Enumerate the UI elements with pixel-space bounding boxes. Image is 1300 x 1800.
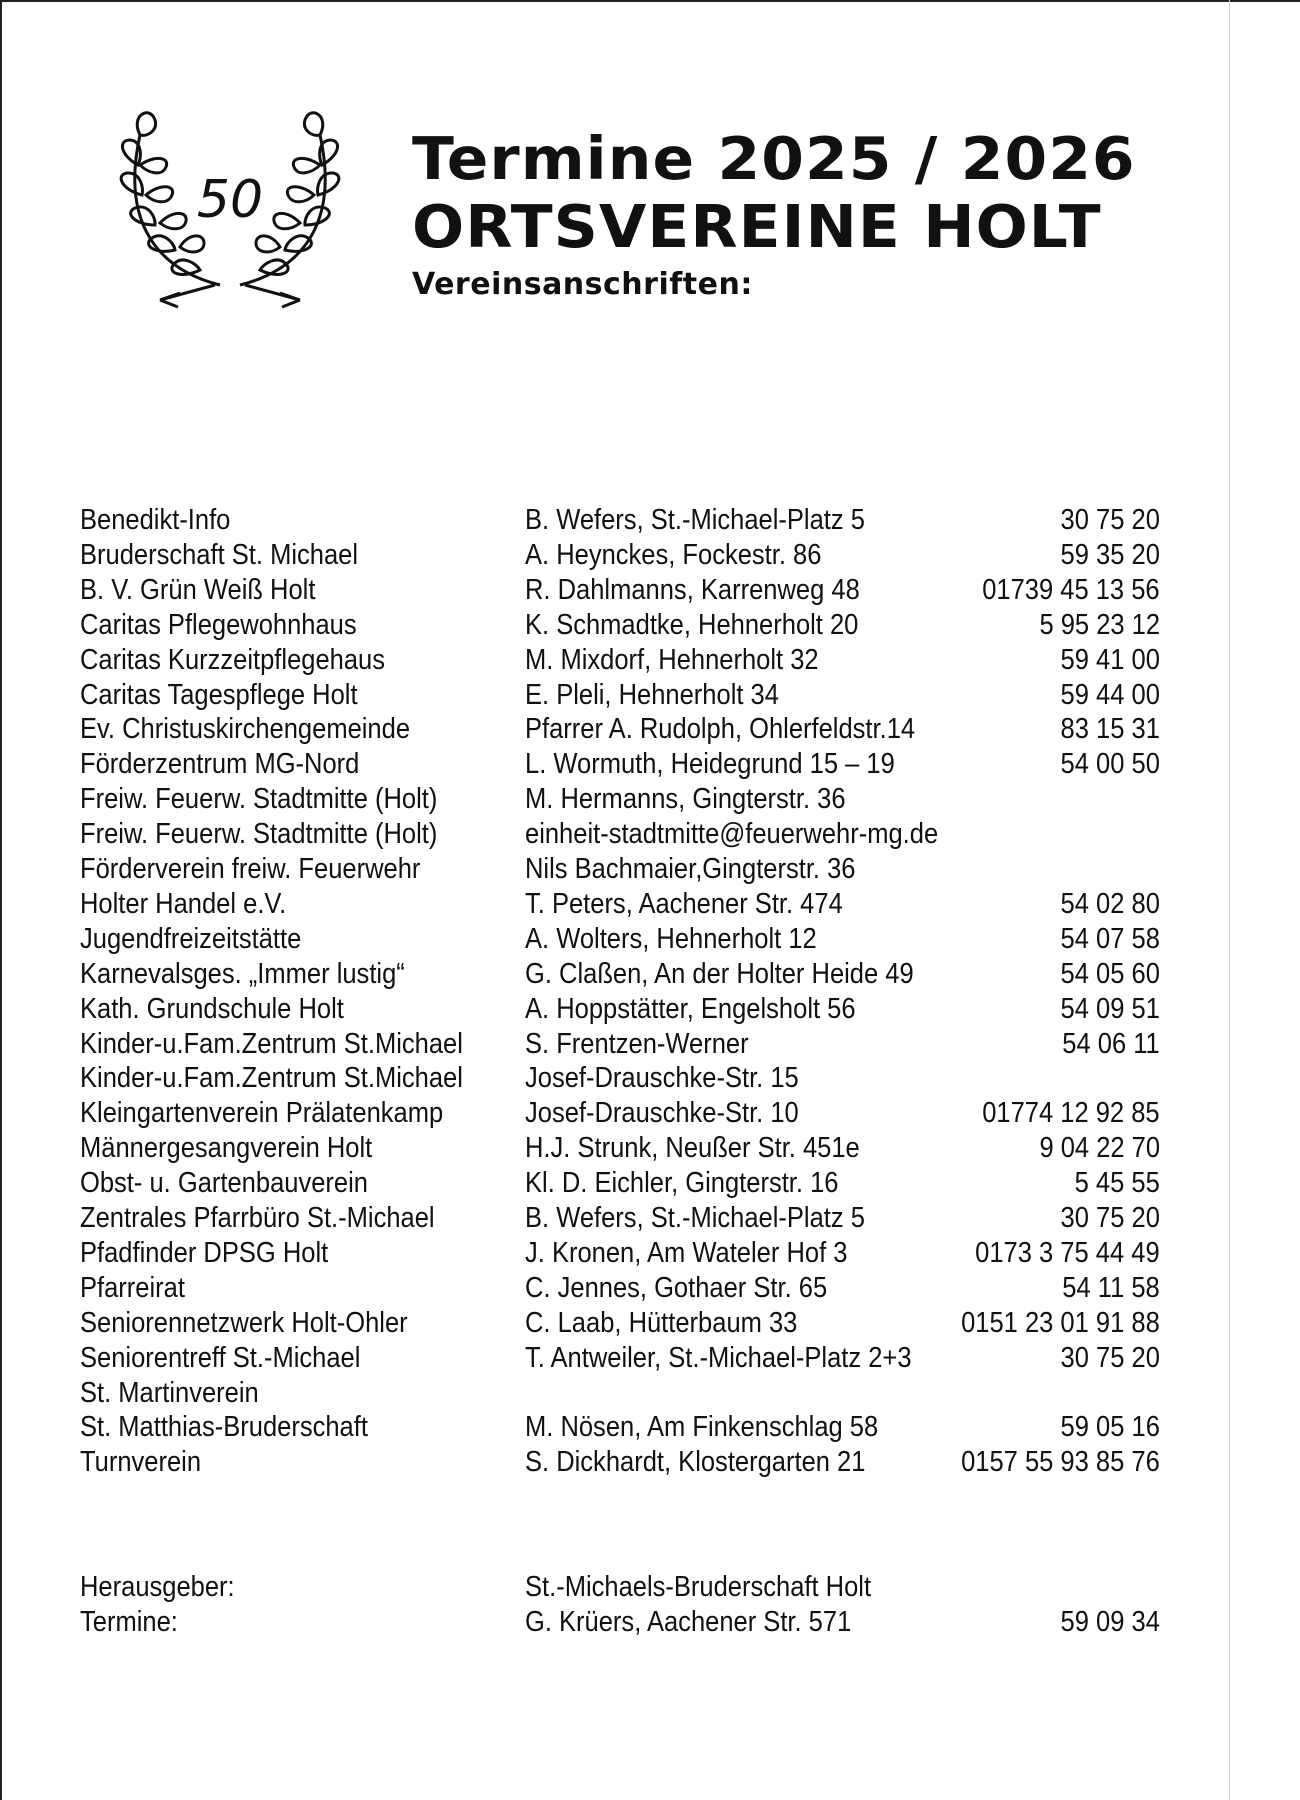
directory-row — [0, 817, 1300, 852]
contact-address: M. Nösen, Am Finkenschlag 58 — [525, 1411, 879, 1444]
organization-name: Kath. Grundschule Holt — [80, 992, 344, 1025]
phone-number: 59 05 16 — [1060, 1411, 1160, 1444]
directory-row — [0, 1376, 1300, 1411]
contact-address: G. Krüers, Aachener Str. 571 — [525, 1606, 852, 1638]
organization-name: Holter Handel e.V. — [80, 887, 287, 920]
phone-number: 9 04 22 70 — [1039, 1132, 1160, 1165]
phone-number: 59 41 00 — [1060, 643, 1160, 676]
directory-row — [0, 1341, 1300, 1376]
organization-name: Förderverein freiw. Feuerwehr — [80, 853, 421, 885]
phone-number: 59 35 20 — [1060, 538, 1160, 571]
phone-number: 59 09 34 — [1060, 1606, 1160, 1638]
organization-name: Pfarreirat — [80, 1271, 185, 1304]
directory-row — [0, 887, 1300, 922]
contact-address: C. Laab, Hütterbaum 33 — [525, 1306, 798, 1339]
organization-name: Kinder-u.Fam.Zentrum St.Michael — [80, 1062, 463, 1095]
phone-number: 59 44 00 — [1060, 678, 1160, 711]
contact-address: S. Dickhardt, Klostergarten 21 — [525, 1446, 866, 1479]
organization-name: Caritas Pflegewohnhaus — [80, 608, 357, 641]
directory-row — [0, 782, 1300, 817]
page-title-line-1: Termine 2025 / 2026 — [412, 124, 1136, 193]
directory-row — [0, 1445, 1300, 1480]
directory-row — [0, 678, 1300, 713]
contact-address: Nils Bachmaier,Gingterstr. 36 — [525, 853, 856, 885]
contact-address: B. Wefers, St.-Michael-Platz 5 — [525, 504, 865, 536]
phone-number: 01774 12 92 85 — [982, 1097, 1160, 1130]
organization-name: Caritas Tagespflege Holt — [80, 678, 358, 711]
contact-address: Kl. D. Eichler, Gingterstr. 16 — [525, 1167, 839, 1200]
phone-number: 54 00 50 — [1060, 748, 1160, 781]
organization-name: St. Matthias-Bruderschaft — [80, 1411, 368, 1444]
phone-number: 54 07 58 — [1060, 922, 1160, 955]
contact-address: St.-Michaels-Bruderschaft Holt — [525, 1571, 872, 1603]
phone-number: 01739 45 13 56 — [982, 573, 1160, 606]
directory-row — [0, 1027, 1300, 1062]
page-title-line-2: ORTSVEREINE HOLT — [412, 192, 1102, 261]
directory-row — [0, 608, 1300, 643]
directory-row — [0, 573, 1300, 608]
contact-address: einheit-stadtmitte@feuerwehr-mg.de — [525, 818, 939, 851]
emblem-number: 50 — [196, 170, 264, 230]
phone-number: 5 95 23 12 — [1039, 608, 1160, 641]
contact-address: A. Hoppstätter, Engelsholt 56 — [525, 992, 856, 1025]
footer-row — [0, 1605, 1300, 1640]
organization-name: Caritas Kurzzeitpflegehaus — [80, 643, 385, 676]
directory-row — [0, 1201, 1300, 1236]
organization-name: Benedikt-Info — [80, 504, 231, 536]
directory-row — [0, 1166, 1300, 1201]
directory-row — [0, 503, 1300, 538]
organization-name: Männergesangverein Holt — [80, 1132, 373, 1165]
directory-row — [0, 1410, 1300, 1445]
phone-number: 5 45 55 — [1074, 1167, 1160, 1200]
organization-name: Jugendfreizeitstätte — [80, 922, 302, 955]
contact-address: M. Mixdorf, Hehnerholt 32 — [525, 643, 819, 676]
organization-name: Zentrales Pfarrbüro St.-Michael — [80, 1202, 435, 1234]
directory-row — [0, 957, 1300, 992]
title-block — [412, 124, 1136, 302]
contact-address: R. Dahlmanns, Karrenweg 48 — [525, 573, 860, 606]
contact-address: B. Wefers, St.-Michael-Platz 5 — [525, 1202, 865, 1234]
contact-address: Josef-Drauschke-Str. 15 — [525, 1062, 799, 1095]
phone-number: 30 75 20 — [1060, 504, 1160, 536]
contact-address: A. Wolters, Hehnerholt 12 — [525, 922, 817, 955]
organization-name: Karnevalsges. „Immer lustig“ — [80, 957, 405, 990]
contact-address: T. Antweiler, St.-Michael-Platz 2+3 — [525, 1341, 912, 1374]
phone-number: 54 05 60 — [1060, 957, 1160, 990]
organization-name: Förderzentrum MG-Nord — [80, 748, 360, 781]
organization-name: Herausgeber: — [80, 1571, 235, 1603]
directory-row — [0, 643, 1300, 678]
contact-address: T. Peters, Aachener Str. 474 — [525, 887, 843, 920]
contact-address: E. Pleli, Hehnerholt 34 — [525, 678, 779, 711]
phone-number: 0157 55 93 85 76 — [961, 1446, 1160, 1479]
organization-name: Turnverein — [80, 1446, 202, 1479]
directory-row — [0, 852, 1300, 887]
contact-address: S. Frentzen-Werner — [525, 1027, 749, 1060]
contact-address: M. Hermanns, Gingterstr. 36 — [525, 783, 846, 816]
contact-address: Josef-Drauschke-Str. 10 — [525, 1097, 799, 1130]
directory-row — [0, 922, 1300, 957]
phone-number: 54 09 51 — [1060, 992, 1160, 1025]
phone-number: 54 06 11 — [1062, 1027, 1160, 1060]
contact-address: H.J. Strunk, Neußer Str. 451e — [525, 1132, 860, 1165]
contact-address: A. Heynckes, Fockestr. 86 — [525, 538, 822, 571]
directory-row — [0, 1061, 1300, 1096]
organization-name: Bruderschaft St. Michael — [80, 538, 359, 571]
contact-address: J. Kronen, Am Wateler Hof 3 — [525, 1236, 848, 1269]
phone-number: 30 75 20 — [1060, 1202, 1160, 1234]
phone-number: 83 15 31 — [1060, 713, 1160, 746]
organization-name: Freiw. Feuerw. Stadtmitte (Holt) — [80, 818, 438, 851]
organization-name: B. V. Grün Weiß Holt — [80, 573, 316, 606]
directory-row — [0, 1306, 1300, 1341]
organization-name: Ev. Christuskirchengemeinde — [80, 713, 411, 746]
contact-address: L. Wormuth, Heidegrund 15 – 19 — [525, 748, 895, 781]
directory-row — [0, 538, 1300, 573]
phone-number: 54 11 58 — [1062, 1271, 1160, 1304]
directory-row — [0, 1131, 1300, 1166]
organization-name: Seniorennetzwerk Holt-Ohler — [80, 1306, 408, 1339]
directory-row — [0, 747, 1300, 782]
page-border-top — [0, 0, 1300, 2]
organization-name: Pfadfinder DPSG Holt — [80, 1236, 329, 1269]
contact-address: G. Claßen, An der Holter Heide 49 — [525, 957, 914, 990]
organization-name: St. Martinverein — [80, 1376, 259, 1409]
phone-number: 0173 3 75 44 49 — [975, 1236, 1160, 1269]
organization-name: Termine: — [80, 1606, 178, 1638]
organization-name: Kinder-u.Fam.Zentrum St.Michael — [80, 1027, 463, 1060]
contact-address: C. Jennes, Gothaer Str. 65 — [525, 1271, 828, 1304]
directory-row — [0, 712, 1300, 747]
contact-address: K. Schmadtke, Hehnerholt 20 — [525, 608, 859, 641]
organization-name: Seniorentreff St.-Michael — [80, 1341, 361, 1374]
directory-row — [0, 992, 1300, 1027]
directory-row — [0, 1271, 1300, 1306]
section-subtitle: Vereinsanschriften: — [412, 267, 753, 302]
organization-name: Obst- u. Gartenbauverein — [80, 1167, 368, 1200]
directory-row — [0, 1096, 1300, 1131]
organization-name: Freiw. Feuerw. Stadtmitte (Holt) — [80, 783, 438, 816]
anniversary-emblem — [100, 95, 360, 315]
phone-number: 0151 23 01 91 88 — [961, 1306, 1160, 1339]
directory-row — [0, 1236, 1300, 1271]
phone-number: 54 02 80 — [1060, 887, 1160, 920]
phone-number: 30 75 20 — [1060, 1341, 1160, 1374]
contact-address: Pfarrer A. Rudolph, Ohlerfeldstr.14 — [525, 713, 916, 746]
organization-name: Kleingartenverein Prälatenkamp — [80, 1097, 444, 1130]
footer-row — [0, 1570, 1300, 1605]
